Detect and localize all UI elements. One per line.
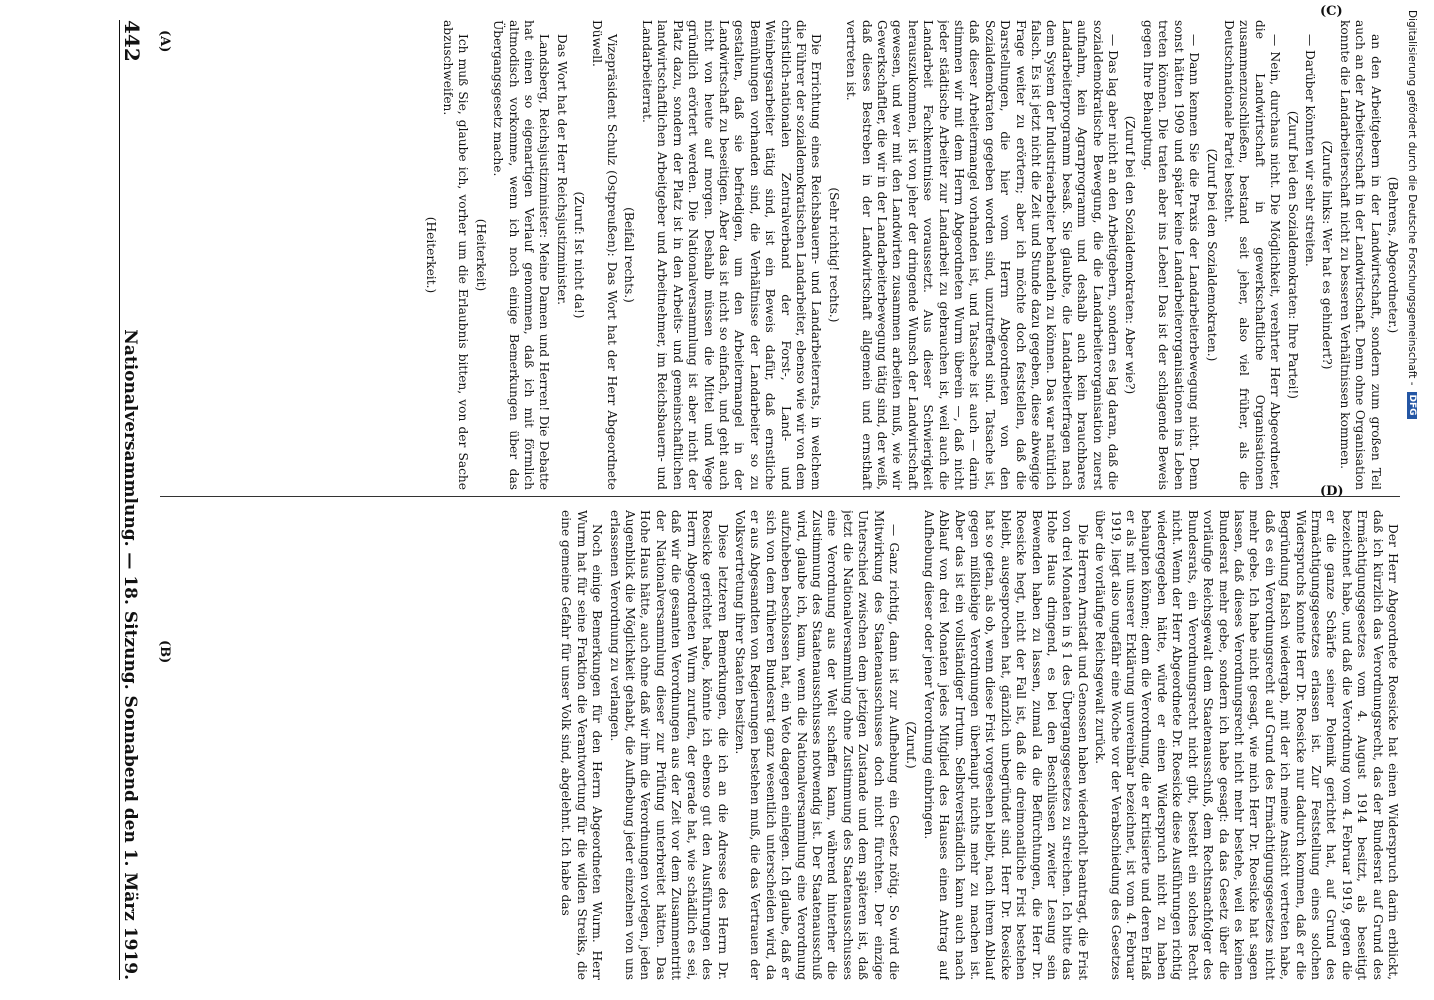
margin-mark-c: (C) — [1320, 4, 1343, 19]
paragraph: Diese letzteren Bemerkungen, die ich an die Adresse des Herrn Dr. Roesicke gerichtet habe, könnte ich ebenso gut den Ausführungen des Herrn Abgeordneten Wurm zurufen, der gerade hat, wie schädlich es sei, daß wir die gesamten Verordnungen aus der Zeit vor dem Zusammentritt der Nationalversammlung dieser zur Prüfung unterbreitet hätten. Das Hohe Haus hätte, auch ohne daß wir ihm die Verordnungen vorlegen, jeden Augenblick die Möglichkeit gehabt, die Aufhebung jeder einzelnen von uns erlassenen Verordnung zu verlangen. — [607, 510, 730, 980]
paragraph: (Zuruf: Ist nicht da!) — [572, 191, 587, 319]
paragraph: — Nein, durchaus nicht. Die Möglichkeit, verehrter Herr Abgeordneter, die Landwirtschaft in gewerkschaftliche Organisationen zusammenzuschließen, bestand seit jeher, also viel früher, als die Deutschnationale Partei besteht. — [1221, 20, 1283, 490]
paragraph: Die Herren Arnstadt und Genossen haben wiederholt beantragt, die Frist von drei Monaten in § 1 des Übergangsgesetzes zu streichen. Ich bitte das Hohe Haus dringend, es bei den Beschlüssen zweiter Lesung sein Bewenden haben zu lassen, zumal da die Befürchtungen, die Herr Dr. Roesicke hegt, nicht der Fall ist, daß die dreimonatliche Frist bestehen bleibt, ausgesprochen hat, gänzlich unbegründet sind. Herr Dr. Roesicke hat so getan, als ob, wenn diese Frist vorgesehen bleibt, nach ihrem Ablauf gegen mißliebige Verordnungen überhaupt nichts mehr zu machen ist. Aber das ist ein vollständiger Irrtum. Selbstverständlich kann auch nach Ablauf von drei Monaten jedes Mitglied des Hauses einen Antrag auf Aufhebung dieser oder jener Verordnung einbringen. — [921, 510, 1090, 980]
paragraph: (Behrens, Abgeordneter.) — [1386, 176, 1400, 334]
paragraph: (Zuruf bei den Sozialdemokraten: Aber wie?) — [1123, 115, 1138, 395]
dfg-logo: DFG — [1407, 392, 1417, 419]
paragraph: (Zuruf bei den Sozialdemokraten.) — [1204, 148, 1219, 362]
paragraph: — Darüber könnten wir sehr streiten. — [1302, 34, 1317, 267]
paragraph: — Das lag aber nicht an den Arbeitgebern, sondern es lag daran, daß die sozialdemokratische Bewegung, die die Landarbeiterorganisation zuerst aufnahm, kein Agrarprogramm und deshalb auch kein brauchbares Landarbeiterprogramm besaß. Sie glaubte, die Landarbeiterfragen nach dem System der Industriearbeiter behandeln zu können. Das war natürlich falsch. Es ist jetzt nicht die Zeit und Stunde dazu gegeben, diese abwegige Frage weiter zu erörtern; aber ich möchte doch feststellen, daß die Darstellungen, die hier vom Herrn Abgeordneten von den Sozialdemokraten gegeben worden sind, unzutreffend sind. Tatsache ist, daß dieser Arbeitermangel vorhanden ist, und Tatsache ist auch — darin stimmen wir mit dem Herrn Abgeordneten Wurm überein —, daß nicht jeder städtische Arbeiter zur Landarbeit zu gebrauchen ist, weil auch die Landarbeit Fachkenntnisse voraussetzt. Aus dieser Schwierigkeit herauszukommen, ist von jeher der dringende Wunsch der Landwirtschaft gewesen, und wer mit den Landwirten zusammen arbeiten muß, wie wir Gewerkschaftler, die wir in der Landarbeiterbewegung tätig sind, der weiß, daß dieses Bestreben in der Landwirtschaft allgemein und ernsthaft vertreten ist. — [844, 20, 1121, 490]
margin-mark-b: (B) — [157, 640, 172, 664]
page-header — [119, 20, 148, 980]
paragraph: (Zuruf.) — [904, 721, 919, 769]
paragraph: (Beifall rechts.) — [622, 207, 637, 303]
paragraph: an den Arbeitgebern in der Landwirtschaft, sondern zum großen Teil auch an der Arbeiterschaft in der Landwirtschaft. Denn ohne Organisation konnte die Landarbeiterschaft nicht zu besseren Verhältnissen kommen. — [1337, 20, 1383, 490]
page-number: 442 — [120, 20, 144, 62]
paragraph: (Zurufe links: Wer hat es gehindert?) — [1320, 140, 1335, 370]
digitization-text: Digitalisierung gefördert durch die Deutsche Forschungsgemeinschaft - — [1406, 10, 1418, 386]
paragraph: Ich muß Sie, glaube ich, vorher um die Erlaubnis bitten, von der Sache abzuschweifen. — [441, 20, 471, 490]
paragraph: (Sehr richtig! rechts.) — [826, 187, 841, 323]
column-divider — [160, 496, 1400, 497]
margin-mark-d: (D) — [1320, 484, 1344, 499]
paragraph: (Heiterkeit) — [473, 218, 488, 292]
paragraph: — Ganz richtig, dann ist zur Aufhebung ein Gesetz nötig. So wird die Mitwirkung des Staatenausschusses doch nicht fürchten. Der einzige Unterschied zwischen dem jetzigen Zustande und dem späteren ist, daß jetzt die Nationalversammlung ohne Zustimmung des Staatenausschusses eine Verordnung aus der Welt schaffen kann, während hinterher die Zustimmung des Staatenausschusses notwendig ist. Der Staatenausschuß wird, glaube ich, kaum, wenn die Nationalversammlung eine Verordnung aufzuheben beschlossen hat, ein Veto dagegen einlegen. Ich glaube, daß er sich von dem früheren Bundesrat ganz wesentlich unterscheiden wird, da er aus Abgesandten von Regierungen bestehen muß, die das Vertrauen der Volksvertretung ihrer Staaten besitzen. — [732, 510, 901, 980]
paragraph: — Dann kennen Sie die Praxis der Landarbeiterbewegung nicht. Denn sonst hätten 1909 und später keine Landarbeiterorganisationen ins Leben treten können. Die traten aber ins Leben! Das ist der schlagende Beweis gegen Ihre Behauptung. — [1140, 20, 1202, 490]
document-page — [80, 0, 1400, 1000]
margin-mark-a: (A) — [157, 30, 172, 53]
digitization-note — [1400, 10, 1424, 990]
paragraph: Vizepräsident Schulz (Ostpreußen): Das Wort hat der Herr Abgeordnete Düwell. — [589, 20, 620, 490]
paragraph: Der Herr Abgeordnete Roesicke hat einen Widerspruch darin erblickt, daß ich kürzlich das Verordnungsrecht, das der Bundesrat auf Grund des Ermächtigungsgesetzes vom 4. August 1914 besitzt, als beseitigt bezeichnet habe, und daß die Verordnung vom 4. Februar 1919, gegen die er die ganze Schärfe seiner Polemik gerichtet hat, auf Grund des Ermächtigungsgesetzes erlassen ist. Zur Feststellung eines solchen Widerspruchs konnte Herr Dr. Roesicke nur dadurch kommen, daß er die Begründung falsch wiedergab, mit der ich meine Ansicht vertreten habe, daß es ein Verordnungsrecht auf Grund des Ermächtigungsgesetzes nicht mehr gebe. Ich habe nicht gesagt, wie mich Herr Dr. Roesicke hat sagen lassen, daß dieses Verordnungsrecht nicht mehr bestehe, weil es keinen Bundesrat mehr gebe, sondern ich habe gesagt: da das Gesetz über die vorläufige Reichsgewalt dem Staatenausschuß, dem Rechtsnachfolger des Bundesrats, ein Verordnungsrecht nicht gibt, besteht ein solches Recht nicht. Wenn der Herr Abgeordnete Dr. Roesicke diese Ausführungen richtig wiedergegeben hätte, würde er einen Widerspruch nicht zu haben behaupten können; denn die Verordnung, die er kritisierte und deren Erlaß er als mit unserer Erklärung unvereinbar bezeichnet, ist vom 4. Februar 1919, liegt also ungefähr eine Woche vor der Verabschiedung des Gesetzes über die vorläufige Reichsgewalt zurück. — [1093, 510, 1400, 980]
left-column — [160, 20, 1400, 490]
paragraph: Die Errichtung eines Reichsbauern- und Landarbeiterrats, in welchem die Führer der sozialdemokratischen Landarbeiter, ebenso wie wir von dem christlich-nationalen Zentralverband der Forst-, Land- und Weinbergsarbeiter tätig sind, ist ein Beweis dafür, daß ernstliche Bemühungen vorhanden sind, die Verhältnisse der Landarbeiter so zu gestalten, daß sie befriedigen, um den Arbeitermangel in der Landwirtschaft zu beseitigen. Aber das ist nicht so einfach, und geht auch nicht von heute auf morgen. Deshalb müssen die Mittel und Wege gründlich erörtert werden. Die Nationalversammlung ist aber nicht der Platz dazu, sondern der Platz ist in den Arbeits- und gemeinschaftlichen landwirtschaftlichen Arbeitgeber und Arbeitnehmer, im Reichsbauern- und Landarbeiterrat. — [639, 20, 824, 490]
paragraph: Das Wort hat der Herr Reichsjustizminister. — [554, 34, 569, 306]
page-title: Nationalversammlung. — 18. Sitzung. Sonnabend den 1. März 1919. — [120, 329, 140, 980]
right-column — [160, 510, 1400, 980]
paragraph: (Heiterkeit.) — [423, 216, 438, 294]
paragraph: Landsberg, Reichsjustizminister: Meine Damen und Herren! Die Debatte hat einen so eigenartigen Verlauf genommen, daß ich mit förmlich altmodisch vorkomme, wenn ich noch einige Bemerkungen über das Übergangsgesetz mache. — [491, 20, 552, 490]
paragraph: (Zuruf bei den Sozialdemokraten: Ihre Partei!) — [1285, 110, 1300, 400]
paragraph: Noch einige Bemerkungen für den Herrn Abgeordneten Wurm. Herr Wurm hat für seine Fraktion die Verantwortung für die wilden Streiks, die eine gemeine Gefahr für unser Volk sind, abgelehnt. Ich habe das — [559, 510, 605, 980]
